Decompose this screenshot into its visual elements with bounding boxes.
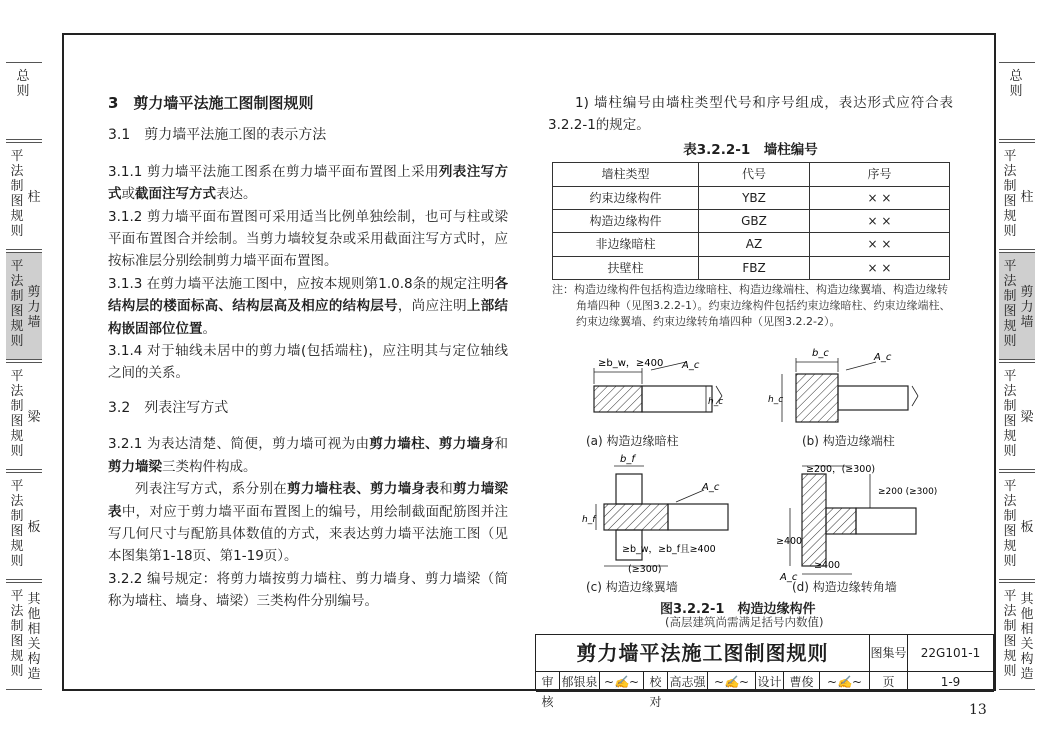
section-tab[interactable] xyxy=(999,472,1035,580)
subsection-heading-3-1: 3.1 剪力墙平法施工图的表示方法 xyxy=(108,127,327,144)
tab-sublabel: 柱 xyxy=(27,189,41,205)
tab-sublabel: 其 他 相 关 构 造 xyxy=(1020,592,1034,682)
dim-label: b_c xyxy=(812,348,829,359)
table-cell: FBZ xyxy=(699,256,810,279)
caption-b: (b) 构造边缘端柱 xyxy=(802,434,895,448)
table-cell: 非边缘暗柱 xyxy=(553,233,699,256)
left-section-tabs xyxy=(6,62,42,692)
page-label: 页 xyxy=(870,672,908,692)
tab-sublabel: 板 xyxy=(1020,519,1034,535)
diagram-c-flange-wall xyxy=(582,454,728,575)
check-label: 校对 xyxy=(644,672,668,692)
tab-sublabel: 其 他 相 关 构 造 xyxy=(27,592,41,682)
dim-label: ≥400 xyxy=(814,560,841,571)
subsection-heading-3-2: 3.2 列表注写方式 xyxy=(108,399,229,416)
section-heading: 3 剪力墙平法施工图制图规则 xyxy=(108,94,314,112)
section-tab[interactable] xyxy=(999,142,1035,250)
dim-label: h_c xyxy=(708,397,724,407)
section-tab[interactable] xyxy=(6,472,42,580)
dim-label: ≥200 (≥300) xyxy=(878,487,938,497)
table-cell: 构造边缘构件 xyxy=(553,210,699,233)
right-section-tabs xyxy=(999,62,1035,692)
table-cell: × × xyxy=(810,233,950,256)
check-name: 高志强 xyxy=(668,672,708,692)
tab-sublabel: 梁 xyxy=(27,409,41,425)
caption-d: (d) 构造边缘转角墙 xyxy=(792,580,897,594)
tab-label: 总 则 xyxy=(1009,69,1023,99)
area-label: A_c xyxy=(682,360,700,371)
tab-label: 平 法 制 图 规 则 xyxy=(1003,149,1017,239)
table-cell: GBZ xyxy=(699,210,810,233)
section-tab[interactable] xyxy=(6,252,42,360)
section-tab[interactable] xyxy=(6,62,42,140)
table-cell: × × xyxy=(810,186,950,209)
caption-a: (a) 构造边缘暗柱 xyxy=(586,434,679,448)
dim-label: ≥b_w，≥400 xyxy=(598,358,664,369)
section-tab[interactable] xyxy=(999,362,1035,470)
left-text-column xyxy=(108,92,508,613)
section-tab[interactable] xyxy=(6,362,42,470)
table-header-cell: 序号 xyxy=(810,163,950,186)
tab-sublabel: 剪 力 墙 xyxy=(1020,284,1034,330)
tab-sublabel: 剪 力 墙 xyxy=(27,284,41,330)
dim-label: ≥b_w，≥b_f且≥400 xyxy=(622,544,716,555)
page-number: 13 xyxy=(969,702,987,718)
section-tab[interactable] xyxy=(999,62,1035,140)
tab-label: 平 法 制 图 规 则 xyxy=(1003,479,1017,569)
tab-label: 总 则 xyxy=(16,69,30,99)
table-header-row xyxy=(553,163,950,186)
tab-label: 平 法 制 图 规 则 xyxy=(1003,589,1017,679)
check-signature: ~✍~ xyxy=(708,672,756,692)
clause-3-2-2: 3.2.2 编号规定：将剪力墙按剪力墙柱、剪力墙身、剪力墙梁（简称为墙柱、墙身、墙梁）三类构件分别编号。 xyxy=(108,570,508,610)
clause-3-1-4: 3.1.4 对于轴线未居中的剪力墙(包括端柱)，应注明其与定位轴线之间的关系。 xyxy=(108,343,508,382)
review-label: 审核 xyxy=(536,672,560,692)
atlas-number: 22G101-1 xyxy=(908,635,994,672)
table-cell: 约束边缘构件 xyxy=(553,186,699,209)
review-signature: ~✍~ xyxy=(600,672,644,692)
wall-column-table xyxy=(552,162,950,280)
area-label: A_c xyxy=(702,482,720,493)
table-header-cell: 代号 xyxy=(699,163,810,186)
review-name: 郁银泉 xyxy=(560,672,600,692)
figure-title: 图3.2.2-1 构造边缘构件 xyxy=(660,602,816,617)
diagram-b-end-column xyxy=(768,348,918,422)
tab-sublabel: 柱 xyxy=(1020,189,1034,205)
dim-label: h_c xyxy=(768,395,784,405)
section-tab[interactable] xyxy=(6,142,42,250)
diagram-d-corner-wall xyxy=(776,464,937,583)
area-label: A_c xyxy=(874,352,892,363)
clause-3-1-3: 3.1.3 在剪力墙平法施工图中，应按本规则第1.0.8条的规定注明各结构层的楼面标高、结构层高及相应的结构层号，尚应注明上部结构嵌固部位位置。 xyxy=(108,275,509,337)
table-note: 注：构造边缘构件包括构造边缘暗柱、构造边缘端柱、构造边缘翼墙、构造边缘转角墙四种（见图3.2.2-1）。约束边缘构件包括约束边缘暗柱、约束边缘端柱、约束边缘翼墙、约束边缘转角墙四种（见图3.2.2-2）。 xyxy=(552,283,951,329)
table-row xyxy=(553,233,950,256)
table-cell: × × xyxy=(810,256,950,279)
tab-sublabel: 梁 xyxy=(1020,409,1034,425)
tab-label: 平 法 制 图 规 则 xyxy=(10,259,24,349)
section-tab[interactable] xyxy=(6,582,42,690)
table-row xyxy=(553,256,950,279)
dim-label: (≥300) xyxy=(628,564,662,575)
boundary-member-figures xyxy=(556,344,956,626)
tab-label: 平 法 制 图 规 则 xyxy=(10,589,24,679)
dim-label: ≥200，(≥300) xyxy=(806,464,876,475)
dim-label: b_f xyxy=(620,454,635,465)
table-cell: YBZ xyxy=(699,186,810,209)
clause-3-2-1: 3.2.1 为表达清楚、简便，剪力墙可视为由剪力墙柱、剪力墙身和剪力墙梁三类构件构成。 xyxy=(108,436,509,475)
clause-3-2-1-continued: 列表注写方式，系分别在剪力墙柱表、剪力墙身表和剪力墙梁表中，对应于剪力墙平面布置图上的编号，用绘制截面配筋图并注写几何尺寸与配筋具体数值的方式，来表达剪力墙平法施工图（见本图集第1-18页、第1-19页）。 xyxy=(108,481,509,565)
table-row xyxy=(553,186,950,209)
clause-3-1-1: 3.1.1 剪力墙平法施工图系在剪力墙平面布置图上采用列表注写方式或截面注写方式表达。 xyxy=(108,163,508,203)
right-text-column xyxy=(548,92,953,330)
table-cell: 扶壁柱 xyxy=(553,256,699,279)
drawing-title: 剪力墙平法施工图制图规则 xyxy=(536,635,870,672)
dim-label: ≥400 xyxy=(776,536,803,547)
table-header-cell: 墙柱类型 xyxy=(553,163,699,186)
diagram-a-concealed-column xyxy=(594,358,723,412)
section-tab[interactable] xyxy=(999,252,1035,360)
table-cell: × × xyxy=(810,210,950,233)
section-tab[interactable] xyxy=(999,582,1035,690)
table-cell: AZ xyxy=(699,233,810,256)
page-code: 1-9 xyxy=(908,672,994,692)
figure-subtitle: (高层建筑尚需满足括号内数值) xyxy=(665,615,824,629)
table-row xyxy=(553,210,950,233)
title-block xyxy=(535,634,994,709)
tab-sublabel: 板 xyxy=(27,519,41,535)
wall-column-intro: 1) 墙柱编号由墙柱类型代号和序号组成，表达形式应符合表3.2.2-1的规定。 xyxy=(548,95,953,134)
area-label: A_c xyxy=(780,572,798,583)
tab-label: 平 法 制 图 规 则 xyxy=(1003,259,1017,349)
design-label: 设计 xyxy=(756,672,784,692)
tab-label: 平 法 制 图 规 则 xyxy=(1003,369,1017,459)
tab-label: 平 法 制 图 规 则 xyxy=(10,369,24,459)
table-title: 表3.2.2-1 墙柱编号 xyxy=(683,141,818,158)
caption-c: (c) 构造边缘翼墙 xyxy=(586,580,678,594)
atlas-number-label: 图集号 xyxy=(870,635,908,672)
tab-label: 平 法 制 图 规 则 xyxy=(10,149,24,239)
design-name: 曹俊 xyxy=(784,672,820,692)
tab-label: 平 法 制 图 规 则 xyxy=(10,479,24,569)
design-signature: ~✍~ xyxy=(820,672,870,692)
dim-label: h_f xyxy=(582,515,596,525)
clause-3-1-2: 3.1.2 剪力墙平面布置图可采用适当比例单独绘制，也可与柱或梁平面布置图合并绘制。当剪力墙较复杂或采用截面注写方式时，应按标准层分别绘制剪力墙平面布置图。 xyxy=(108,208,508,270)
